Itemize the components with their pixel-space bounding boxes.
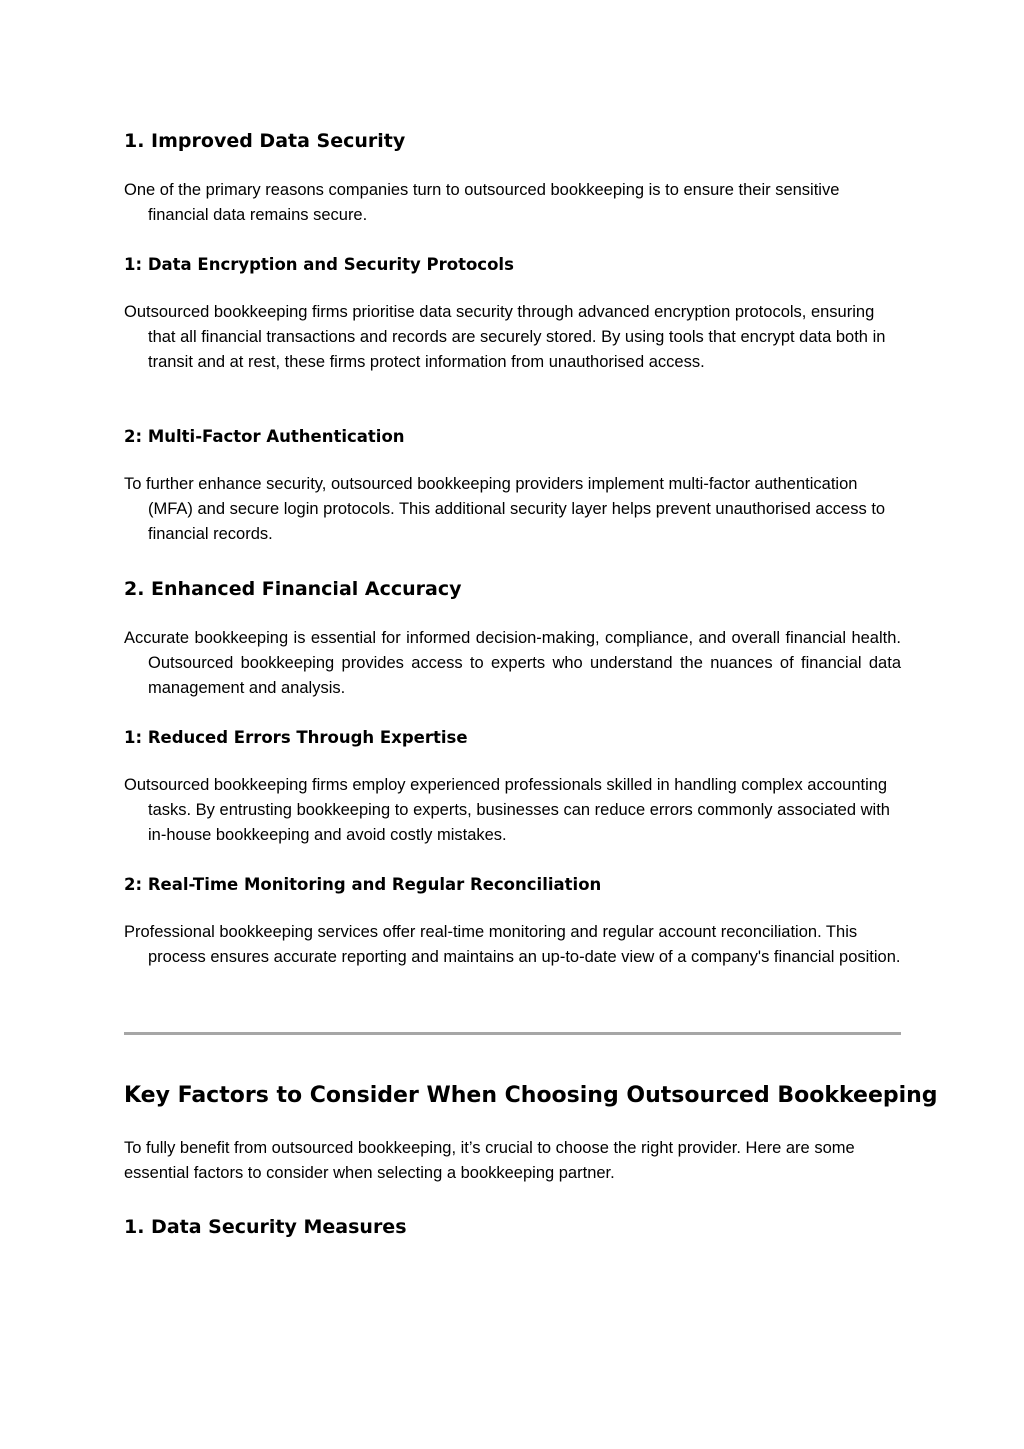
horizontal-divider [124,1032,901,1035]
section-heading-improved-data-security: 1. Improved Data Security [124,130,406,152]
section-heading-enhanced-financial-accuracy: 2. Enhanced Financial Accuracy [124,578,462,600]
key-factors-heading: Key Factors to Consider When Choosing Outsourced Bookkeeping [124,1083,938,1108]
key-factors-intro: To fully benefit from outsourced bookkeeping, it’s crucial to choose the right provider. Here are some essential factors to consider when selecting a bookkeeping partner. [124,1139,855,1182]
subheading-data-encryption: 1: Data Encryption and Security Protocols [124,255,514,274]
paragraph-real-time-monitoring: Professional bookkeeping services offer real-time monitoring and regular account reconciliation. This process ensures accurate reporting and maintains an up-to-date view of a company's financial position. [124,923,901,966]
paragraph-multi-factor-authentication: To further enhance security, outsourced bookkeeping providers implement multi-factor authentication (MFA) and secure login protocols. This additional security layer helps prevent unauthorised access to financial records. [124,475,886,543]
section-intro-data-security: One of the primary reasons companies turn to outsourced bookkeeping is to ensure their sensitive financial data remains secure. [124,181,840,224]
subheading-reduced-errors: 1: Reduced Errors Through Expertise [124,728,468,747]
heading-data-security-measures: 1. Data Security Measures [124,1216,407,1238]
subheading-real-time-monitoring: 2: Real-Time Monitoring and Regular Reconciliation [124,875,602,894]
section-intro-financial-accuracy: Accurate bookkeeping is essential for informed decision-making, compliance, and overall financial health. Outsourced bookkeeping provides access to experts who understand the nuances of financial data management and analysis. [124,629,901,697]
paragraph-data-encryption: Outsourced bookkeeping firms prioritise data security through advanced encryption protocols, ensuring that all financial transactions and records are securely stored. By using tools that encrypt data both in transit and at rest, these firms protect information from unauthorised access. [124,303,886,371]
subheading-multi-factor-authentication: 2: Multi-Factor Authentication [124,427,405,446]
paragraph-reduced-errors: Outsourced bookkeeping firms employ experienced professionals skilled in handling complex accounting tasks. By entrusting bookkeeping to experts, businesses can reduce errors commonly associated with in-house bookkeeping and avoid costly mistakes. [124,776,890,844]
